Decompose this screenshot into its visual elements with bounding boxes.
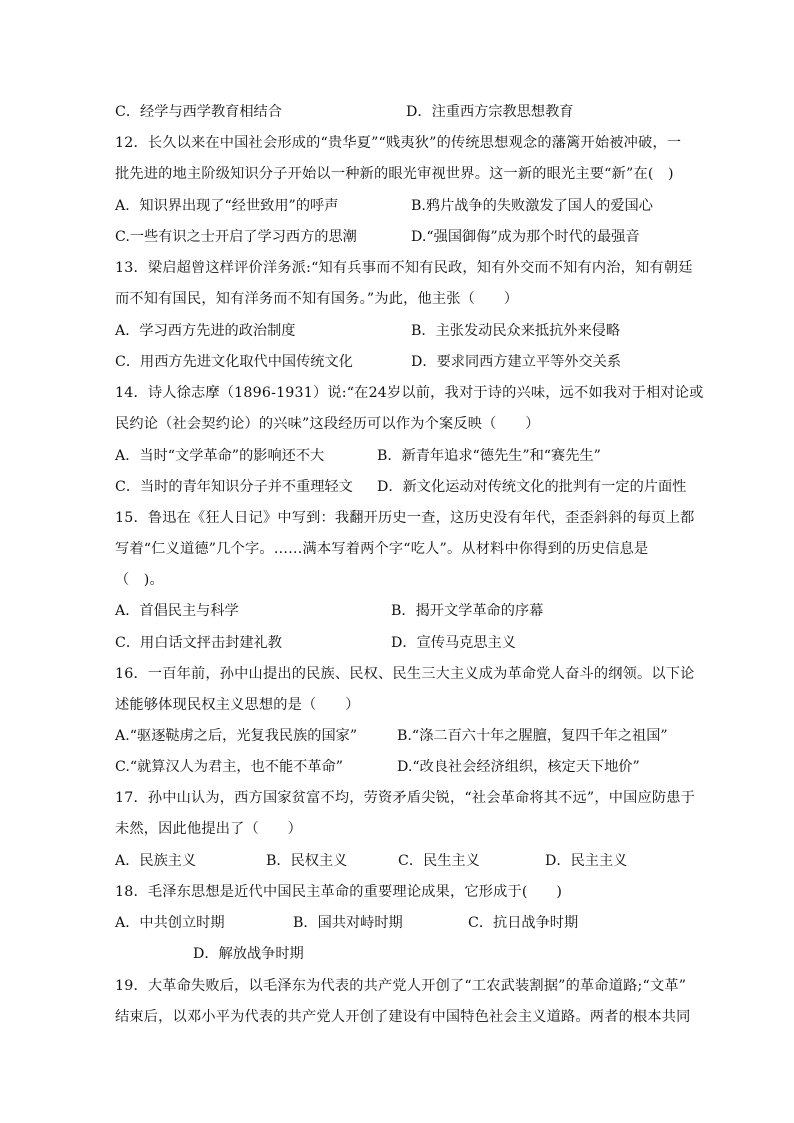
q15-options-row-2	[115, 633, 685, 653]
q11-options-row	[115, 102, 685, 122]
q16-options-row-1	[115, 726, 685, 746]
q15-options-row-1	[115, 601, 685, 621]
q16-option-a: A.“驱逐鞑虏之后，光复我民族的国家”	[115, 728, 358, 744]
q15-option-c: C．用白话文抨击封建礼教	[115, 635, 282, 651]
q16-option-b: B.“涤二百六十年之腥膻，复四千年之祖国”	[397, 728, 668, 744]
q12-options-row-1	[115, 196, 685, 216]
q18-option-d: D．解放战争时期	[193, 946, 304, 962]
q18-options-row-1	[115, 913, 685, 933]
q19-stem-line-2: 结束后，以邓小平为代表的共产党人开创了建设有中国特色社会主义道路。两者的根本共同	[115, 1009, 691, 1025]
q14-option-b: B．新青年追求“德先生”和“赛先生”	[377, 448, 601, 464]
q18-option-a: A．中共创立时期	[115, 915, 225, 931]
q18-option-b: B．国共对峙时期	[293, 915, 403, 931]
q17-option-b: B．民权主义	[266, 853, 348, 869]
q17-option-c: C．民生主义	[398, 853, 480, 869]
q12-option-c: C.一些有识之士开启了学习西方的思潮	[115, 229, 357, 245]
q13-option-a: A．学习西方先进的政治制度	[115, 323, 296, 339]
q17-stem-line-2: 未然，因此他提出了（ ）	[115, 821, 303, 837]
q17-stem-line-1: 17．孙中山认为，西方国家贫富不均，劳资矛盾尖锐，“社会革命将其不远”，中国应防患于	[115, 790, 696, 806]
q14-option-d: D．新文化运动对传统文化的批判有一定的片面性	[377, 479, 687, 495]
q14-stem-line-2: 民约论（社会契约论）的兴味”这段经历可以作为个案反映（ ）	[115, 416, 540, 432]
q15-option-d: D．宣传马克思主义	[391, 635, 516, 651]
q11-option-c: C．经学与西学教育相结合	[115, 104, 282, 120]
q13-options-row-2	[115, 352, 685, 372]
q17-option-d: D．民主主义	[545, 853, 628, 869]
q14-option-a: A．当时“文学革命”的影响还不大	[115, 448, 325, 464]
q15-option-b: B．揭开文学革命的序幕	[391, 603, 544, 619]
q16-option-c: C.“就算汉人为君主，也不能不革命”	[115, 759, 343, 775]
q12-option-a: A．知识界出现了“经世致用”的呼声	[115, 198, 339, 214]
q14-stem-line-1: 14．诗人徐志摩（1896-1931）说:“在24岁以前，我对于诗的兴味，远不如我对于相对论或	[115, 385, 704, 401]
q13-option-c: C．用西方先进文化取代中国传统文化	[115, 354, 353, 370]
q13-options-row-1	[115, 321, 685, 341]
q17-option-a: A．民族主义	[115, 853, 197, 869]
q18-option-c: C．抗日战争时期	[468, 915, 579, 931]
q13-stem-line-2: 而不知有国民，知有洋务而不知有国务。”为此，他主张（ ）	[115, 291, 519, 307]
q18-stem-line-1: 18．毛泽东思想是近代中国民主革命的重要理论成果，它形成于( )	[115, 884, 563, 900]
q16-stem-line-1: 16．一百年前，孙中山提出的民族、民权、民生三大主义成为革命党人奋斗的纲领。以下论	[115, 666, 695, 682]
q19-stem-line-1: 19．大革命失败后，以毛泽东为代表的共产党人开创了“工农武装割据”的革命道路;“文革”	[115, 978, 687, 994]
q16-options-row-2	[115, 757, 685, 777]
q12-options-row-2	[115, 227, 685, 247]
q16-stem-line-2: 述能够体现民权主义思想的是（ ）	[115, 697, 360, 713]
q14-options-row-1	[115, 446, 685, 466]
q18-options-row-2	[115, 944, 685, 964]
q13-stem-line-1: 13．梁启超曾这样评价洋务派:“知有兵事而不知有民政，知有外交而不知有内治，知有朝廷	[115, 260, 693, 276]
q15-option-a: A．首倡民主与科学	[115, 603, 239, 619]
q13-option-b: B．主张发动民众来抵抗外来侵略	[411, 323, 621, 339]
q17-options-row	[115, 851, 685, 871]
q12-stem-line-1: 12．长久以来在中国社会形成的“贵华夏”“贱夷狄”的传统思想观念的藩篱开始被冲破，一	[115, 135, 682, 151]
q14-option-c: C．当时的青年知识分子并不重理轻文	[115, 479, 353, 495]
q11-option-d: D．注重西方宗教思想教育	[406, 104, 574, 120]
q12-option-d: D.“强国御侮”成为那个时代的最强音	[411, 229, 640, 245]
q16-option-d: D.“改良社会经济组织，核定天下地价”	[397, 759, 640, 775]
q13-option-d: D．要求同西方建立平等外交关系	[411, 354, 622, 370]
q14-options-row-2	[115, 477, 685, 497]
q15-stem-line-3: （ )。	[115, 572, 164, 588]
q12-stem-line-2: 批先进的地主阶级知识分子开始以一种新的眼光审视世界。这一新的眼光主要“新”在( )	[115, 166, 674, 182]
q12-option-b: B.鸦片战争的失败激发了国人的爱国心	[411, 198, 653, 214]
q15-stem-line-1: 15．鲁迅在《狂人日记》中写到：我翻开历史一查，这历史没有年代，歪歪斜斜的每页上都	[115, 510, 695, 526]
q15-stem-line-2: 写着“仁义道德”几个字。……满本写着两个字“吃人”。从材料中你得到的历史信息是	[115, 541, 649, 557]
